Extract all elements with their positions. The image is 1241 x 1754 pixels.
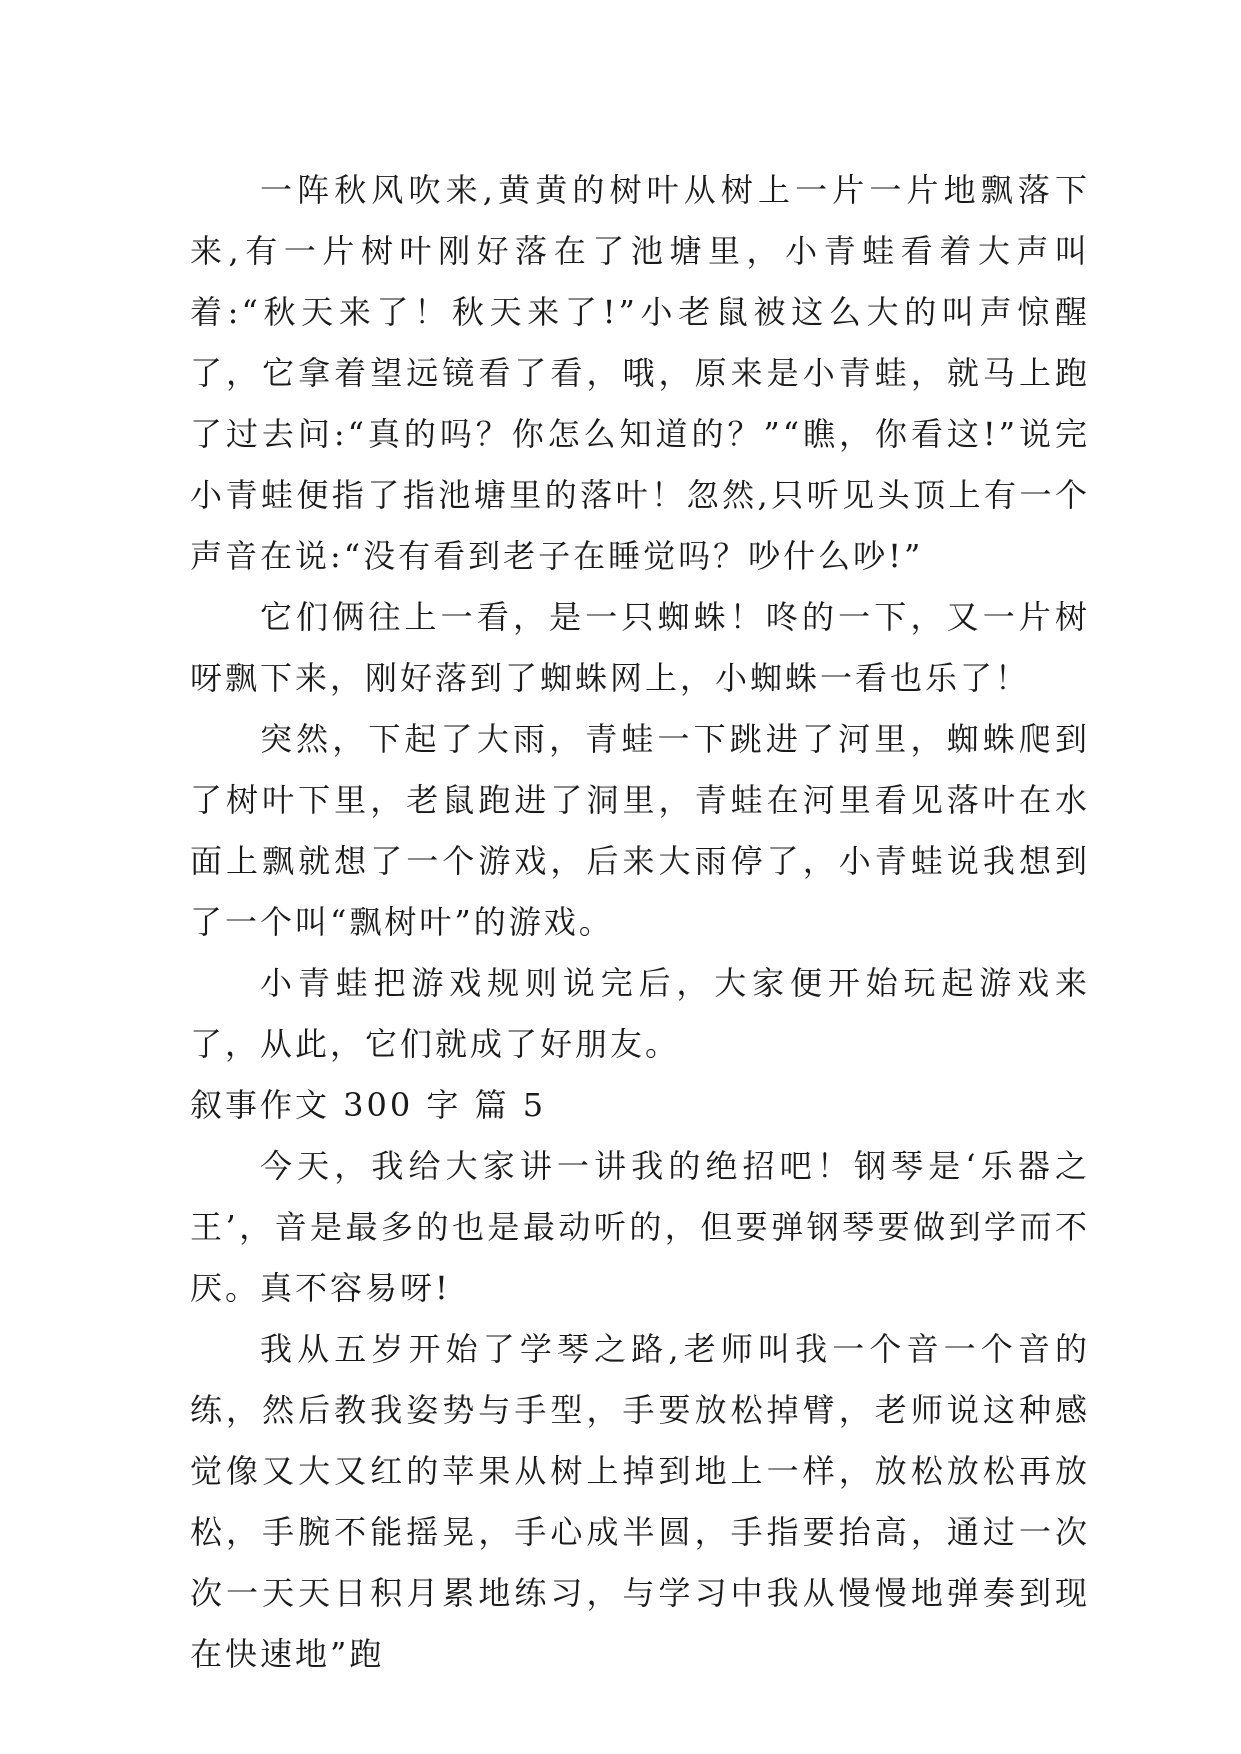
paragraph: 今天，我给大家讲一讲我的绝招吧！钢琴是‘乐器之王’，音是最多的也是最动听的，但要弹钢琴要做到学而不厌。真不容易呀!	[190, 1147, 1090, 1307]
section-heading: 叙事作文 300 字 篇 5	[190, 1086, 547, 1124]
paragraph: 小青蛙把游戏规则说完后，大家便开始玩起游戏来了，从此，它们就成了好朋友。	[190, 964, 1090, 1063]
paragraph: 突然，下起了大雨，青蛙一下跳进了河里，蜘蛛爬到了树叶下里，老鼠跑进了洞里，青蛙在河里看见落叶在水面上飘就想了一个游戏，后来大雨停了，小青蛙说我想到了一个叫“飘树叶”的游戏。	[190, 720, 1090, 941]
paragraph: 一阵秋风吹来,黄黄的树叶从树上一片一片地飘落下来,有一片树叶刚好落在了池塘里，小青蛙看着大声叫着:“秋天来了！秋天来了!”小老鼠被这么大的叫声惊醒了，它拿着望远镜看了看，哦，原来是小青蛙，就马上跑了过去问:“真的吗？你怎么知道的？”“瞧，你看这!”说完小青蛙便指了指池塘里的落叶！忽然,只听见头顶上有一个声音在说:“没有看到老子在睡觉吗？吵什么吵!”	[190, 171, 1090, 575]
paragraph: 我从五岁开始了学琴之路,老师叫我一个音一个音的练，然后教我姿势与手型，手要放松掉臂，老师说这种感觉像又大又红的苹果从树上掉到地上一样，放松放松再放松，手腕不能摇晃，手心成半圆，手指要抬高，通过一次次一天天日积月累地练习，与学习中我从慢慢地弹奏到现在快速地”跑	[190, 1330, 1090, 1673]
paragraph: 它们俩往上一看，是一只蜘蛛！咚的一下，又一片树呀飘下来，刚好落到了蜘蛛网上，小蜘蛛一看也乐了！	[190, 598, 1090, 697]
document-body	[190, 160, 1090, 1685]
